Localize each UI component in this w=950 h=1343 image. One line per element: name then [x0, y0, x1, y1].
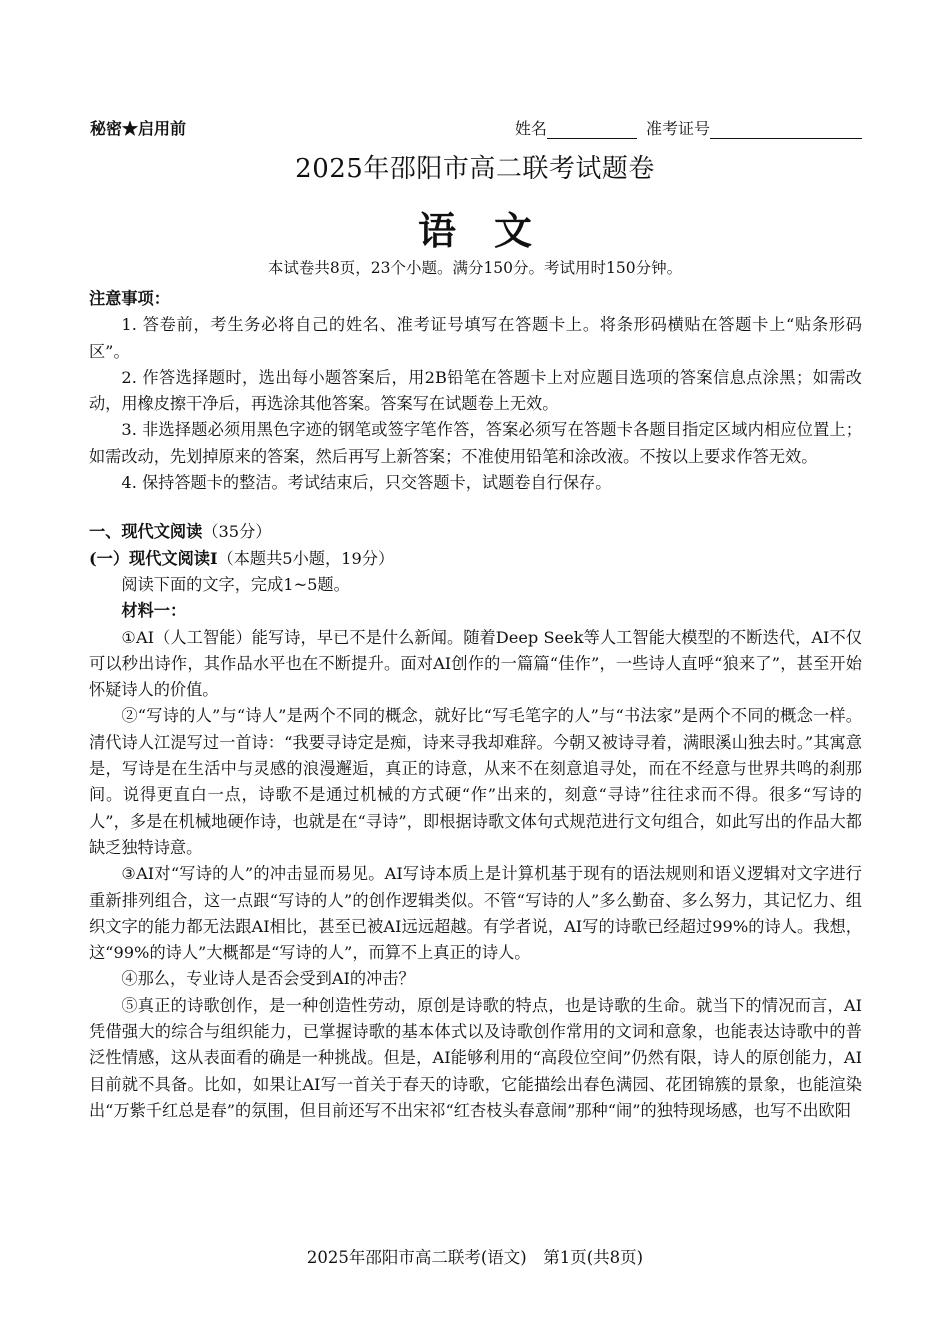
- passage-paragraph: ④那么，专业诗人是否会受到AI的冲击？: [121, 969, 415, 989]
- id-blank[interactable]: [710, 122, 862, 139]
- exam-body: [89, 286, 862, 1124]
- note-item: 2. 作答选择题时，选出每小题答案后，用2B铅笔在答题卡上对应题目选项的答案信息点涂黑；如需改动，用橡皮擦干净后，再选涂其他答案。答案写在试题卷上无效。: [89, 367, 862, 414]
- passage-paragraph: ①AI（人工智能）能写诗，早已不是什么新闻。随着Deep Seek等人工智能大模型的不断迭代，AI不仅可以秒出诗作，其作品水平也在不断提升。面对AI创作的一篇篇“佳作”，一些诗人直呼“狼来了”，甚至开始怀疑诗人的价值。: [89, 627, 862, 700]
- subject-title: 语文: [417, 208, 570, 253]
- id-label: 准考证号: [645, 119, 710, 138]
- passage-paragraph: ②“写诗的人”与“诗人”是两个不同的概念，就好比“写毛笔字的人”与“书法家”是两个不同的概念一样。清代诗人江湜写过一首诗：“我要寻诗定是痴，诗来寻我却难辞。今朝又被诗寻着，满眼溪山独去时。”其寓意是，写诗是在生活中与灵感的浪漫邂逅，真正的诗意，从来不在刻意追寻处，而在不经意与世界共鸣的刹那间。说得更直白一点，诗歌不是通过机械的方式硬“作”出来的，刻意“寻诗”往往求而不得。很多“写诗的人”，多是在机械地硬作诗，也就是在“寻诗”，即根据诗歌文体句式规范进行文句组合，如此写出的作品大都缺乏独特诗意。: [89, 706, 862, 857]
- confidential-mark: 秘密★启用前: [90, 119, 187, 138]
- page-footer: 2025年邵阳市高二联考(语文) 第1页(共8页): [306, 1248, 644, 1267]
- reading-instruction: 阅读下面的文字，完成1~5题。: [121, 574, 350, 594]
- material-label: 材料一：: [121, 601, 187, 621]
- subsection-heading: (一）现代文阅读Ⅰ（本题共5小题，19分）: [89, 548, 395, 568]
- name-blank[interactable]: [547, 122, 637, 139]
- section-heading: 一、现代文阅读（35分）: [89, 522, 272, 542]
- candidate-fields: [515, 116, 862, 139]
- passage-paragraph: ⑤真正的诗歌创作，是一种创造性劳动，原创是诗歌的特点，也是诗歌的生命。就当下的情况而言，AI凭借强大的综合与组织能力，已掌握诗歌的基本体式以及诗歌创作常用的文词和意象，也能表达诗歌中的普泛性情感，这从表面看的确是一种挑战。但是，AI能够利用的“高段位空间”仍然有限，诗人的原创能力，AI目前就不具备。比如，如果让AI写一首关于春天的诗歌，它能描绘出春色满园、花团锦簇的景象，也能渲染出“万紫千红总是春”的氛围，但目前还写不出宋祁“红杏枝头春意闹”那种“闹”的独特现场感，也写不出欧阳: [89, 995, 862, 1120]
- notes-heading: 注意事项：: [89, 289, 170, 308]
- passage-paragraph: ③AI对“写诗的人”的冲击显而易见。AI写诗本质上是计算机基于现有的语法规则和语义逻辑对文字进行重新排列组合，这一点跟“写诗的人”的创作逻辑类似。不管“写诗的人”多么勤奋、多么努力，其记忆力、组织文字的能力都无法跟AI相比，甚至已被AI远远超越。有学者说，AI写的诗歌已经超过99%的诗人。我想，这“99%的诗人”大概都是“写诗的人”，而算不上真正的诗人。: [89, 864, 862, 963]
- name-label: 姓名: [514, 119, 547, 138]
- note-item: 1. 答卷前，考生务必将自己的姓名、准考证号填写在答题卡上。将条形码横贴在答题卡上“贴条形码区”。: [89, 315, 862, 361]
- exam-meta: 本试卷共8页，23个小题。满分150分。考试用时150分钟。: [267, 259, 683, 277]
- exam-title: 2025年邵阳市高二联考试题卷: [295, 154, 655, 184]
- note-item: 4. 保持答题卡的整洁。考试结束后，只交答题卡，试题卷自行保存。: [121, 473, 612, 493]
- header-line: [90, 116, 862, 138]
- note-item: 3. 非选择题必须用黑色字迹的钢笔或签字笔作答，答案必须写在答题卡各题目指定区域内相应位置上；如需改动，先划掉原来的答案，然后再写上新答案；不准使用铅笔和涂改液。不按以上要求作答无效。: [89, 420, 862, 466]
